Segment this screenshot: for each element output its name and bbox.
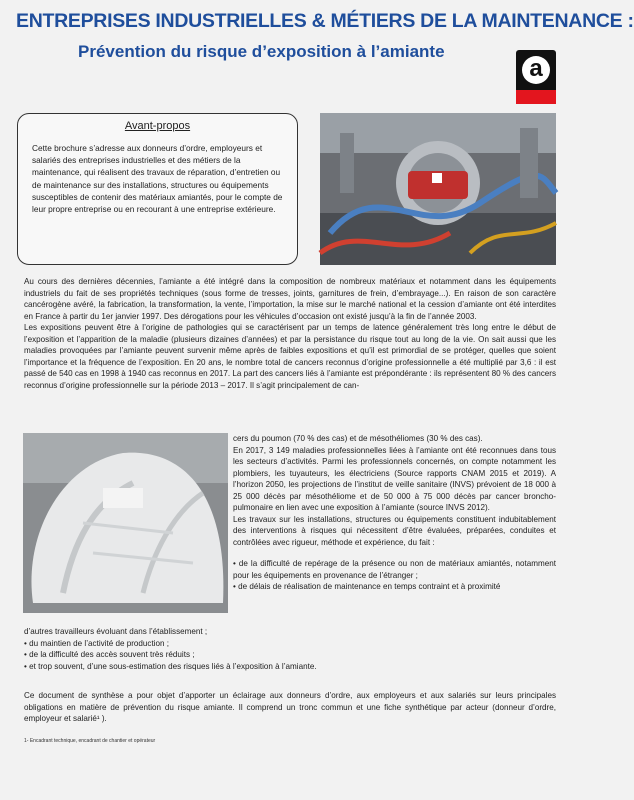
statistics-and-risks <box>233 433 556 593</box>
footnote: 1- Encadrant technique, encadrant de chantier et opérateur <box>24 738 156 744</box>
paragraph-cancer-types: cers du poumon (70 % des cas) et de mésothéliomes (30 % des cas). <box>233 434 483 443</box>
paragraph-work-risks: Les travaux sur les installations, structures ou équipements constituent indubitablement des interventions à risques qui nécessitent d’être évaluées, préparées, conduites et contrôlées avec rigueur, méthode et expérience, du fait : <box>233 514 556 547</box>
foreword-box <box>17 113 298 265</box>
bullet-production: • du maintien de l’activité de production ; <box>24 638 170 648</box>
foreword-heading: Avant-propos <box>124 120 191 132</box>
document-purpose <box>24 690 556 725</box>
foreword-text: Cette brochure s’adresse aux donneurs d’ordre, employeurs et salariés des entreprises industrielles et des métiers de la maintenance, qui réalisent des travaux de réparation, d’entretien ou de maintenance sur des installations, structures ou équipements susceptibles de contenir des matériaux amiantés, pour le compte de leur propre entreprise ou en recourant à une entreprise extérieure. <box>32 143 283 215</box>
intro-paragraphs <box>24 276 556 391</box>
asbestos-waste-bag-photo <box>23 433 228 613</box>
bullet-underestimation: • et trop souvent, d’une sous-estimation des risques liés à l’exposition à l’amiante. <box>24 661 317 671</box>
bullet-delays-cont: d’autres travailleurs évoluant dans l’établissement ; <box>24 627 208 636</box>
paragraph-statistics: En 2017, 3 149 maladies professionnelles liées à l’amiante ont été reconnues dans tous les secteurs d’activités. Parmi les professionnels concernés, on compte notamment les plombiers, les tuyauteurs, les électriciens (Source rapports CNAM 2015 et 2019). A l’horizon 2050, les projections de l’institut de veille sanitaire (INVS) prévoient de 18 000 à 25 000 décès par mésothéliome et de 50 000 à 75 000 décès par cancer broncho-pulmonaire en lien avec une exposition à l’amiante (source INVS 2012). <box>233 445 556 512</box>
brand-logo <box>516 50 556 104</box>
bullet-detection: • de la difficulté de repérage de la présence ou non de matériaux amiantés, notamment pour les équipements en provenance de l’étranger ; <box>233 559 556 580</box>
paragraph-history: Au cours des dernières décennies, l’amiante a été intégré dans la composition de nombreux matériaux et notamment dans les équipements industriels du fait de ses propriétés techniques (sous forme de tresses, joints, garnitures de frein, d’embrayage...). En raison de son caractère cancérogène avéré, la fabrication, la transformation, la vente, l’importation, la mise sur le marché national et la cession d’amiante ont été interdites en France à partir du 1er janvier 1997. Des dérogations pour les véhicules d’occasion ont existé jusqu’à la fin de l’année 2003. <box>24 277 556 321</box>
bullet-delays: • de délais de réalisation de maintenance en temps contraint et à proximité <box>233 582 501 591</box>
title-line-1: ENTREPRISES INDUSTRIELLES & MÉTIERS DE LA MAINTENANCE : <box>16 10 634 32</box>
paragraph-purpose: Ce document de synthèse a pour objet d’apporter un éclairage aux donneurs d’ordre, aux employeurs et aux salariés sur leurs principales obligations en matière de prévention du risque amiante. Il comprend un tronc commun et une fiche synthétique par acteur (donneur d’ordre, employeur et salarié¹ ). <box>24 691 556 723</box>
industrial-machine-photo <box>320 113 556 265</box>
title-line-2: Prévention du risque d’exposition à l’amiante <box>78 42 445 61</box>
logo-letter: a <box>522 56 550 84</box>
bullet-access: • de la difficulté des accès souvent très réduits ; <box>24 650 195 659</box>
paragraph-health-risk: Les expositions peuvent être à l’origine de pathologies qui se caractérisent par un temps de latence généralement très long entre le début de l’exposition et l’apparition de la maladie (plusieurs dizaines d’années) et par la persistance du risque tout au long de la vie. On sait aussi que les maladies provoquées par l’amiante peuvent survenir même après de faibles expositions et qu’il est primordial de se protéger, quelles que soient l’importance et la fréquence de l’exposition. En 20 ans, le nombre total de cancers reconnus d’origine professionnelle a été multiplié par 3,6 : il est passé de 540 cas en 1998 à 1940 cas reconnus en 2017. La part des cancers liés à l’amiante est prépondérante : ils représentent 80 % des cancers reconnus d’origine professionnelle sur la période 2013 – 2017. Il s’agit principalement de can- <box>24 323 556 390</box>
logo-red-bar <box>516 90 556 104</box>
bullet-list-cont <box>24 626 556 672</box>
